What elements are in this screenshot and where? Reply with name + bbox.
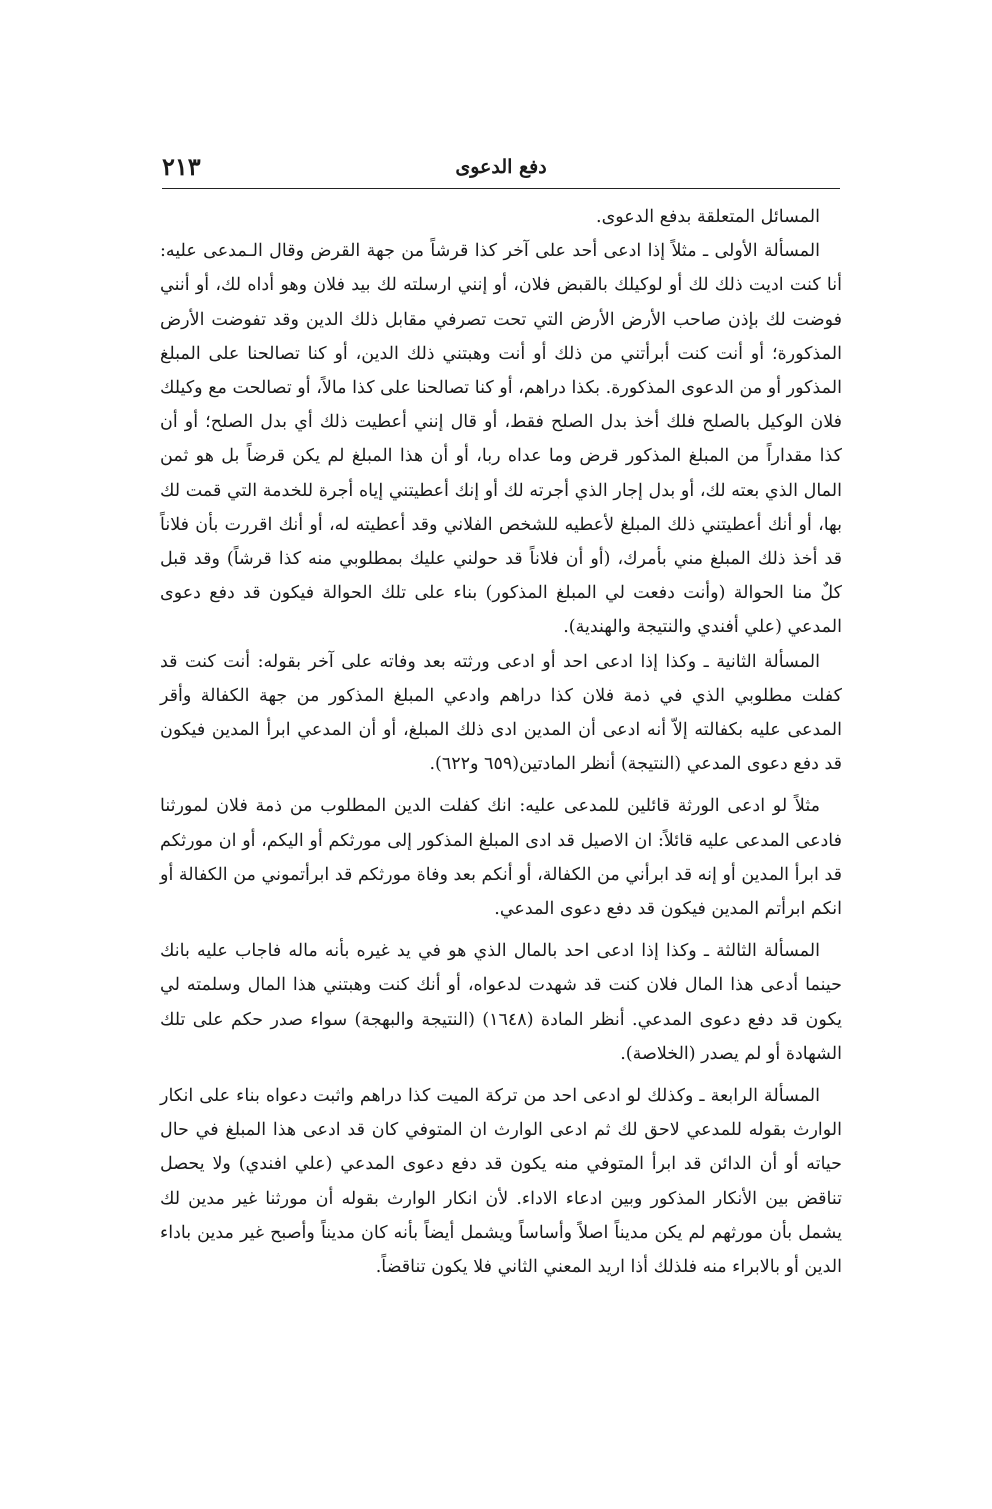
body-text xyxy=(160,200,842,1284)
paragraph-example: مثلاً لو ادعى الورثة قائلين للمدعى عليه: انك كفلت الدين المطلوب من ذمة فلان لمورثنا فادعى المدعى عليه قائلاً: ان الاصيل قد ادى المبلغ المذكور إلى مورثكم أو اليكم، أو ان مورثكم قد ابرأ المدين أو إنه قد ابرأني من الكفالة، أو أنكم بعد وفاة مورثكم قد ابرأتموني من الكفالة أو انكم ابرأتم المدين فيكون قد دفع دعوى المدعي. xyxy=(160,796,842,920)
header-divider xyxy=(162,188,840,189)
paragraph-issue-one: المسألة الأولى ـ مثلاً إذا ادعى أحد على آخر كذا قرشاً من جهة القرض وقال الـمدعى عليه: أنا كنت اديت ذلك لك أو لوكيلك بالقبض فلان، أو إنني ارسلته لك بيد فلان وهو أداه لك، أو أنني فوضت لك بإذن صاحب الأرض الأرض التي تحت تصرفي مقابل ذلك الدين وقد تفوضت الأرض المذكورة؛ أو أنت كنت أبرأتني من ذلك أو أنت وهبتني ذلك الدين، أو كنا تصالحنا على المبلغ المذكور أو من الدعوى المذكورة. بكذا دراهم، أو كنا تصالحنا على كذا مالاً، أو تصالحت مع وكيلك فلان الوكيل بالصلح فلك أخذ بدل الصلح فقط، أو قال إنني أعطيت ذلك أي بدل الصلح؛ أو أن كذا مقداراً من المبلغ المذكور قرض وما عداه ربا، أو أن هذا المبلغ لم يكن قرضاً بل هو ثمن المال الذي بعته لك، أو بدل إجار الذي أجرته لك أو إنك أعطيتني إياه أجرة للخدمة التي قمت لك بها، أو أنك أعطيتني ذلك المبلغ لأعطيه للشخص الفلاني وقد أعطيته له، أو أنك اقررت بأن فلاناً قد أخذ ذلك المبلغ مني بأمرك، (أو أن فلاناً قد حولني عليك بمطلوبي منه كذا قرشاً) وقد قبل كلٌ منا الحوالة (وأنت دفعت لي المبلغ المذكور) بناء على تلك الحوالة فيكون قد دفع دعوى المدعي (علي أفندي والنتيجة والهندية). xyxy=(160,241,842,638)
running-title: دفع الدعوى xyxy=(455,156,547,178)
paragraph-issue-four: المسألة الرابعة ـ وكذلك لو ادعى احد من تركة الميت كذا دراهم واثبت دعواه بناء على انكار الوارث بقوله للمدعي لاحق لك ثم ادعى الوارث ان المتوفي كان قد ادعى هذا المبلغ في حال حياته أو أن الدائن قد ابرأ المتوفي منه يكون قد دفع دعوى المدعي (علي افندي) ولا يحصل تناقض بين الأنكار المذكور وبين ادعاء الاداء. لأن انكار الوارث بقوله أن مورثنا غير مدين لك يشمل بأن مورثهم لم يكن مديناً اصلاً وأساساً ويشمل أيضاً بأنه كان مديناً وأصبح غير مدين باداء الدين أو بالابراء منه فلذلك أذا اريد المعني الثاني فلا يكون تناقضاً. xyxy=(160,1086,842,1278)
page-header xyxy=(162,152,840,192)
paragraph-intro: المسائل المتعلقة بدفع الدعوى. xyxy=(596,207,820,227)
paragraph-issue-two: المسألة الثانية ـ وكذا إذا ادعى احد أو ادعى ورثته بعد وفاته على آخر بقوله: أنت كنت قد كفلت مطلوبي الذي في ذمة فلان كذا دراهم وادعي المبلغ المذكور من جهة الكفالة وأقر المدعى عليه بكفالته إلاّ أنه ادعى أن المدين ادى ذلك المبلغ، أو أن المدعي ابرأ المدين فيكون قد دفع دعوى المدعي (النتيجة) أنظر المادتين(٦٥٩ و٦٢٢). xyxy=(160,651,842,775)
paragraph-issue-three: المسألة الثالثة ـ وكذا إذا ادعى احد بالمال الذي هو في يد غيره بأنه ماله فاجاب عليه بانك حينما أدعى هذا المال فلان كنت قد شهدت لدعواه، أو أنك كنت وهبتني هذا المال وسلمته لي يكون قد دفع دعوى المدعي. أنظر المادة (١٦٤٨) (النتيجة والبهجة) سواء صدر حكم على تلك الشهادة أو لم يصدر (الخلاصة). xyxy=(160,941,842,1064)
page-number: ٢١٣ xyxy=(162,152,201,181)
